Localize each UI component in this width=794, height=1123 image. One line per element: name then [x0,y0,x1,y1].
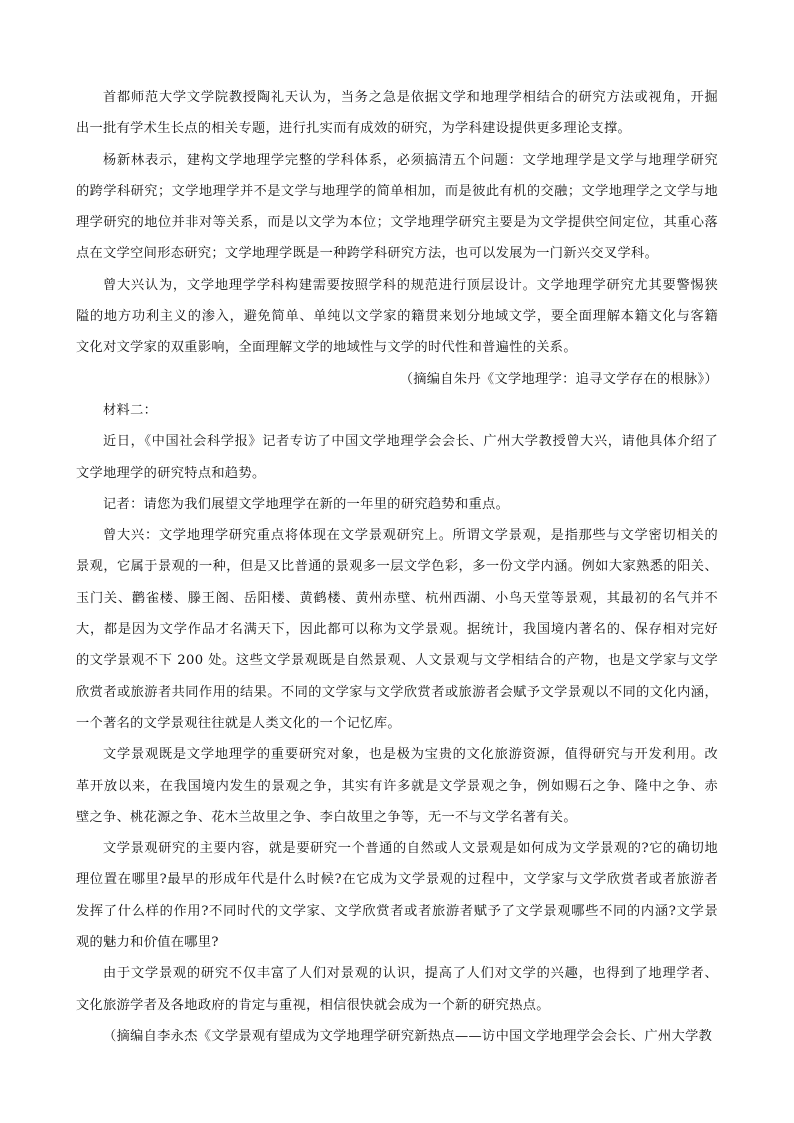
text-line: 由于文学景观的研究不仅丰富了人们对景观的认识，提高了人们对文学的兴趣，也得到了地理学者、 [103,966,718,982]
text-line: 壁之争、桃花源之争、花木兰故里之争、李白故里之争等，无一不与文学名著有关。 [76,809,577,825]
text-line: 观的魅力和价值在哪里? [76,935,219,951]
text-line: 文化旅游学者及各地政府的肯定与重视，相信很快就会成为一个新的研究热点。 [76,997,550,1013]
text-line: 曾大兴认为，文学地理学学科构建需要按照学科的规范进行顶层设计。文学地理学研究尤其要警惕狭 [103,277,718,293]
text-line: 隘的地方功利主义的渗入，避免简单、单纯以文学家的籍贯来划分地域文学，要全面理解本籍文化与客籍 [76,309,718,325]
paragraph-p7 [76,739,718,833]
text-line: 近日，《中国社会科学报》记者专访了中国文学地理学会会长、广州大学教授曾大兴，请他具体介绍了 [103,434,718,450]
text-line: 玉门关、鹳雀楼、滕王阁、岳阳楼、黄鹤楼、黄州赤壁、杭州西湖、小鸟天堂等景观，其最初的名气并不 [76,590,718,606]
paragraph-p5 [76,489,718,520]
text-line: 的跨学科研究；文学地理学并不是文学与地理学的简单相加，而是彼此有机的交融；文学地理学之文学与地 [76,183,718,199]
text-line: 曾大兴：文学地理学研究重点将体现在文学景观研究上。所谓文学景观，是指那些与文学密切相关的 [103,528,718,544]
text-line: 首都师范大学文学院教授陶礼天认为，当务之急是依据文学和地理学相结合的研究方法或视角，开掘 [103,90,718,105]
text-line: 理位置在哪里?最早的形成年代是什么时候?在它成为文学景观的过程中，文学家与文学欣赏者或者旅游者 [76,872,718,888]
paragraph-p3 [76,270,718,364]
paragraph-p8 [76,833,718,958]
text-line: 文化对文学家的双重影响，全面理解文学的地域性与文学的时代性和普遍性的关系。 [76,340,577,356]
text-line: 材料二： [103,402,158,418]
paragraph-src2 [76,1021,718,1052]
paragraph-p1 [76,82,718,145]
text-line: 的文学景观不下 200 处。这些文学景观既是自然景观、人文景观与文学相结合的产物，也是文学家与文学 [76,653,718,669]
paragraph-p2 [76,145,718,270]
text-line: 杨新林表示，建构文学地理学完整的学科体系，必须搞清五个问题：文学地理学是文学与地理学研究 [103,152,718,168]
paragraph-p9 [76,958,718,1021]
text-line: 文学景观既是文学地理学的重要研究对象，也是极为宝贵的文化旅游资源，值得研究与开发利用。改 [103,747,718,763]
paragraph-src1 [76,364,718,395]
text-line: 文学地理学的研究特点和趋势。 [76,465,266,481]
paragraph-m2 [76,395,718,426]
text-line: 点在文学空间形态研究；文学地理学既是一种跨学科研究方法，也可以发展为一门新兴交叉学科。 [76,246,659,262]
text-line: 记者：请您为我们展望文学地理学在新的一年里的研究趋势和重点。 [103,496,510,512]
text-line: 革开放以来，在我国境内发生的景观之争，其实有许多就是文学景观之争，例如赐石之争、隆中之争、赤 [76,778,718,794]
text-line: 景观，它属于景观的一种，但是又比普通的景观多一层文学色彩，多一份文学内涵。例如大家熟悉的阳关、 [76,559,718,575]
text-line: （摘编自李永杰《文学景观有望成为文学地理学研究新热点——访中国文学地理学会会长、广州大学教 [103,1028,713,1044]
paragraph-p6 [76,520,718,739]
text-line: 出一批有学术生长点的相关专题，进行扎实而有成效的研究，为学科建设提供更多理论支撑。 [76,121,632,137]
text-line: 文学景观研究的主要内容，就是要研究一个普通的自然或人文景观是如何成为文学景观的?它的确切地 [103,841,718,857]
text-line: 发挥了什么样的作用?不同时代的文学家、文学欣赏者或者旅游者赋予了文学景观哪些不同的内涵?文学景 [76,903,718,919]
text-line: 欣赏者或旅游者共同作用的结果。不同的文学家与文学欣赏者或旅游者会赋予文学景观以不同的文化内涵， [76,684,718,700]
text-line: 大，都是因为文学作品才名满天下，因此都可以称为文学景观。据统计，我国境内著名的、保存相对完好 [76,622,718,638]
text-line: 一个著名的文学景观往往就是人类文化的一个记忆库。 [76,715,401,731]
text-line: 理学研究的地位并非对等关系，而是以文学为本位；文学地理学研究主要是为文学提供空间定位，其重心落 [76,215,718,231]
text-line: （摘编自朱丹《文学地理学：追寻文学存在的根脉》） [399,371,718,387]
paragraph-p4 [76,426,718,489]
document-page [76,82,718,1052]
